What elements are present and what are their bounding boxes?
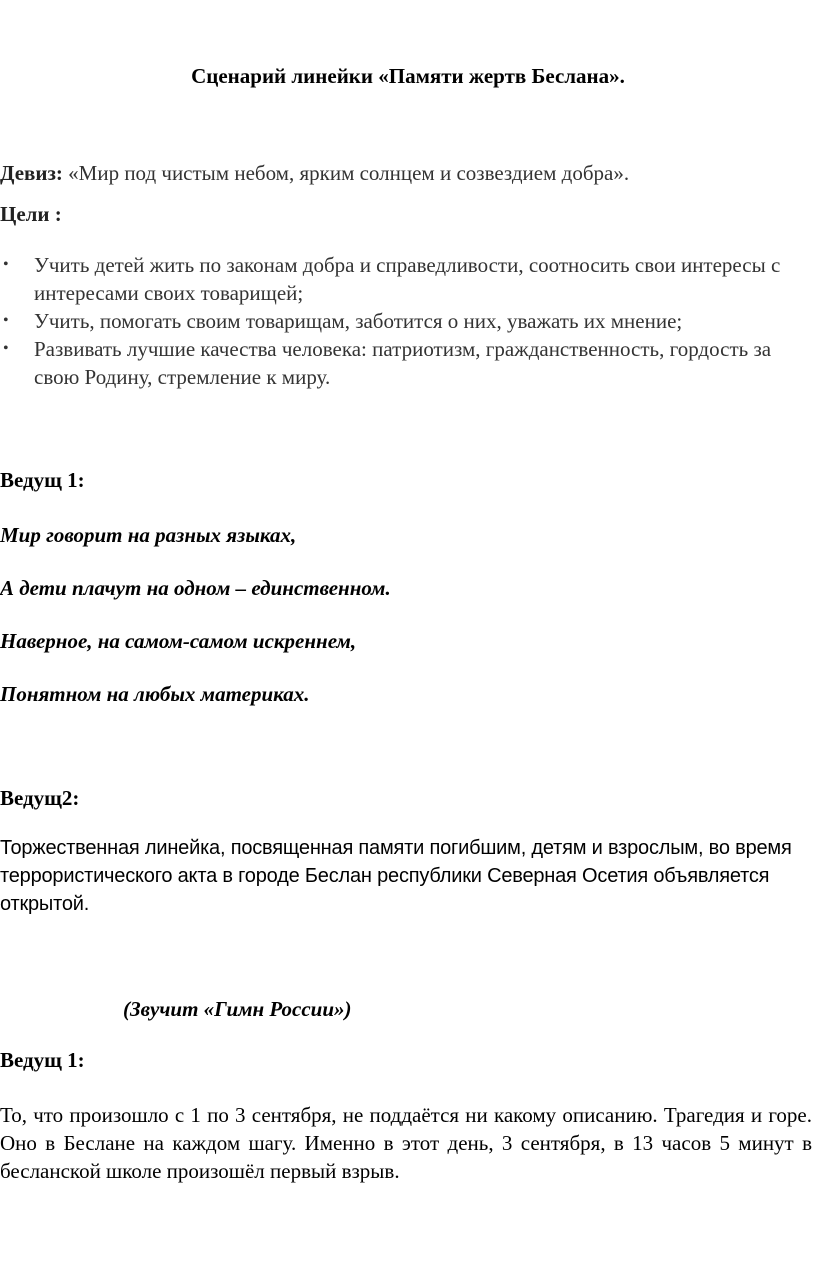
list-item	[0, 307, 800, 335]
document-title: Сценарий линейки «Памяти жертв Беслана».	[191, 64, 625, 88]
motto-text: «Мир под чистым небом, ярким солнцем и созвездием добра».	[62, 161, 630, 185]
goal-text: Учить детей жить по законам добра и справедливости, соотносить свои интересы с интересами своих товарищей;	[34, 253, 781, 305]
speaker-2-heading: Ведущ2:	[0, 786, 80, 810]
poem-line: А дети плачут на одном – единственном.	[0, 576, 391, 600]
goal-text: Развивать лучшие качества человека: патриотизм, гражданственность, гордость за свою Родину, стремление к миру.	[34, 337, 772, 389]
list-item	[0, 251, 800, 307]
speaker-3-heading: Ведущ 1:	[0, 1048, 85, 1072]
list-item	[0, 335, 800, 391]
goal-text: Учить, помогать своим товарищам, заботится о них, уважать их мнение;	[34, 309, 683, 333]
motto-label: Девиз:	[0, 161, 63, 185]
final-paragraph: То, что произошло с 1 по 3 сентября, не поддаётся ни какому описанию. Трагедия и горе. Оно в Беслане на каждом шагу. Именно в этот день, 3 сентября, в 13 часов 5 минут в бесланской школе произошёл первый взрыв.	[0, 1103, 812, 1183]
stage-direction: (Звучит «Гимн России»)	[123, 997, 352, 1021]
bullet-icon: •	[3, 312, 9, 329]
bullet-icon: •	[3, 340, 9, 357]
poem-line: Понятном на любых материках.	[0, 682, 310, 706]
bullet-icon: •	[3, 256, 9, 273]
speaker-1-heading: Ведущ 1:	[0, 468, 85, 492]
opening-paragraph: Торжественная линейка, посвященная памяти погибшим, детям и взрослым, во время террористического акта в городе Беслан республики Северная Осетия объявляется открытой.	[0, 837, 792, 915]
goals-list	[0, 251, 800, 391]
goals-heading: Цели :	[0, 202, 62, 226]
motto-line	[0, 159, 629, 187]
poem-line: Наверное, на самом-самом искреннем,	[0, 629, 357, 653]
poem-line: Мир говорит на разных языках,	[0, 523, 297, 547]
